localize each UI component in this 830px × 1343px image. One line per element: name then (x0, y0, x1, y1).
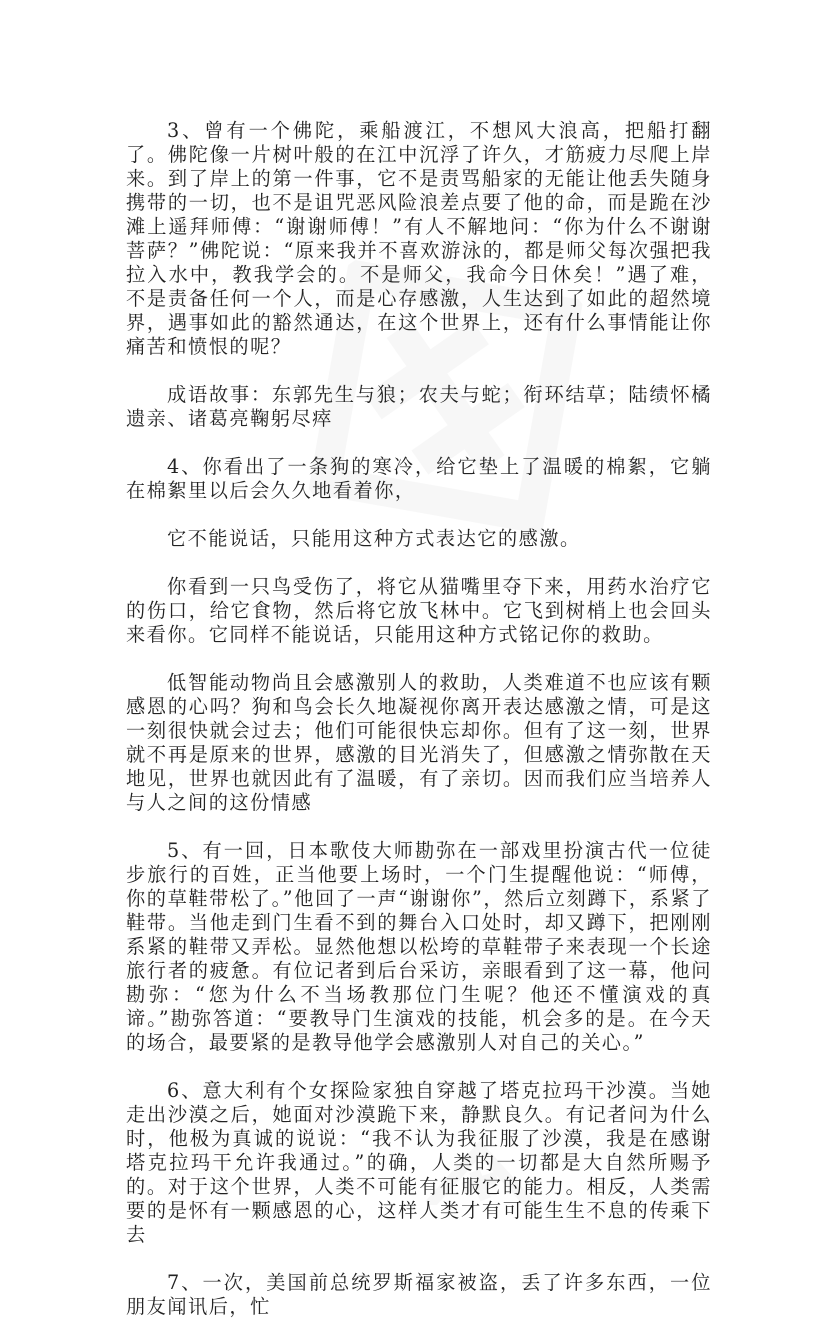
document-body (126, 119, 712, 1343)
paragraph-story-3: 3、曾有一个佛陀，乘船渡江，不想风大浪高，把船打翻了。佛陀像一片树叶般的在江中沉浮了许久，才筋疲力尽爬上岸来。到了岸上的第一件事，它不是责骂船家的无能让他丢失随身携带的一切，也不是诅咒恶风险浪差点要了他的命，而是跪在沙滩上遥拜师傅：“谢谢师傅！”有人不解地问：“你为什么不谢谢菩萨？”佛陀说：“原来我并不喜欢游泳的，都是师父每次强把我拉入水中，教我学会的。不是师父，我命今日休矣！”遇了难，不是责备任何一个人，而是心存感激，人生达到了如此的超然境界，遇事如此的豁然通达，在这个世界上，还有什么事情能让你痛苦和愤恨的呢？ (126, 119, 712, 358)
paragraph-idioms: 成语故事：东郭先生与狼；农夫与蛇；衔环结草；陆绩怀橘遗亲、诸葛亮鞠躬尽瘁 (126, 383, 712, 430)
paragraph-story-7: 7、一次，美国前总统罗斯福家被盗，丢了许多东西，一位朋友闻讯后，忙 (126, 1271, 712, 1318)
paragraph-story-5: 5、有一回，日本歌伎大师勘弥在一部戏里扮演古代一位徒步旅行的百姓，正当他要上场时，一个门生提醒他说：“师傅，你的草鞋带松了。”他回了一声“谢谢你”，然后立刻蹲下，系紧了鞋带。当他走到门生看不到的舞台入口处时，却又蹲下，把刚刚系紧的鞋带又弄松。显然他想以松垮的草鞋带子来表现一个长途旅行者的疲惫。有位记者到后台采访，亲眼看到了这一幕，他问勘弥：“您为什么不当场教那位门生呢？他还不懂演戏的真谛。”勘弥答道：“要教导门生演戏的技能，机会多的是。在今天的场合，最要紧的是教导他学会感激别人对自己的关心。” (126, 839, 712, 1054)
paragraph-story-4-dog: 4、你看出了一条狗的寒冷，给它垫上了温暖的棉絮，它躺在棉絮里以后会久久地看着你， (126, 455, 712, 502)
paragraph-story-6: 6、意大利有个女探险家独自穿越了塔克拉玛干沙漠。当她走出沙漠之后，她面对沙漠跪下来，静默良久。有记者问为什么时，他极为真诚的说说：“我不认为我征服了沙漠，我是在感谢塔克拉玛干允许我通过。”的确，人类的一切都是大自然所赐予的。对于这个世界，人类不可能有征服它的能力。相反，人类需要的是怀有一颗感恩的心，这样人类才有可能生生不息的传乘下去 (126, 1079, 712, 1246)
paragraph-story-4-bird: 你看到一只鸟受伤了，将它从猫嘴里夺下来，用药水治疗它的伤口，给它食物，然后将它放飞林中。它飞到树梢上也会回头来看你。它同样不能说话，只能用这种方式铭记你的救助。 (126, 575, 712, 646)
paragraph-story-4-gratitude: 它不能说话，只能用这种方式表达它的感激。 (167, 527, 581, 550)
paragraph-reflection: 低智能动物尚且会感激别人的救助，人类难道不也应该有颗感恩的心吗？狗和鸟会长久地凝视你离开表达感激之情，可是这一刻很快就会过去；他们可能很快忘却你。但有了这一刻，世界就不再是原来的世界，感激的目光消失了，但感激之情弥散在天地见，世界也就因此有了温暖，有了亲切。因而我们应当培养人与人之间的这份情感 (126, 671, 712, 814)
